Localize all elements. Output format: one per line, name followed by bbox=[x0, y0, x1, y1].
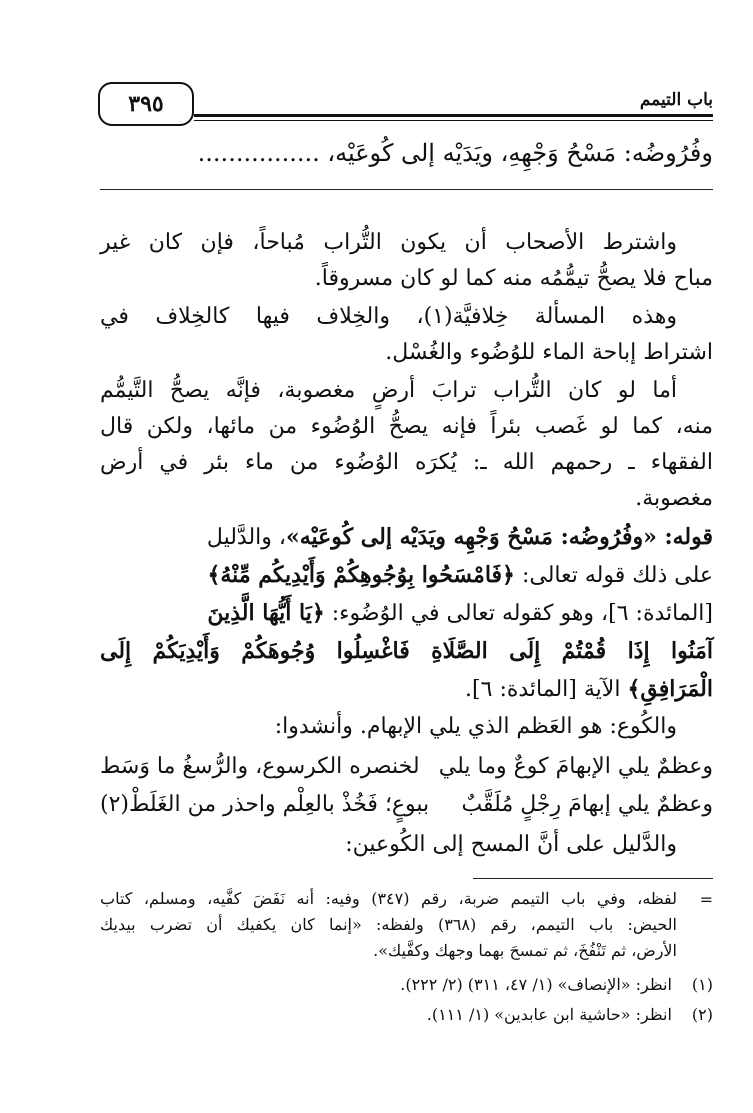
footnote-text: انظر: «حاشية ابن عابدين» (١/ ١١١). bbox=[426, 1005, 672, 1024]
poem-hemistich: وعظمٌ يلي الإبهامَ كوعٌ وما يلي bbox=[438, 754, 713, 779]
quran-verse: آمَنُوا إِذَا قُمْتُمْ إِلَى الصَّلَاةِ فَاغْسِلُوا وُجُوهَكُمْ وَأَيْدِيَكُمْ إِلَى bbox=[100, 638, 713, 664]
footnote-number: (٢) bbox=[691, 1005, 713, 1024]
page-header bbox=[98, 82, 713, 126]
paragraph-line bbox=[100, 558, 713, 593]
poem-hemistich: وعظمٌ يلي إبهامَ رِجْلٍ مُلَقَّبٌ bbox=[461, 792, 713, 817]
header-rule-thin bbox=[194, 120, 713, 121]
poem-hemistich: لخنصره الكرسوع، والرُّسغُ ما وَسَط bbox=[100, 754, 420, 779]
verse-intro: على ذلك قوله تعالى: bbox=[514, 563, 713, 588]
paragraph-line: واشترط الأصحاب أن يكون التُّراب مُباحاً، فإن كان غير bbox=[100, 230, 677, 255]
paragraph-line: أما لو كان التُّراب ترابَ أرضٍ مغصوبة، فإنَّه يصحُّ التَّيمُّم bbox=[100, 378, 677, 403]
paragraph-line: مباح فلا يصحُّ تيمُّمُه منه كما لو كان مسروقاً. bbox=[314, 266, 713, 291]
quran-verse: ﴿يَا أَيُّهَا الَّذِينَ bbox=[207, 600, 325, 626]
paragraph-line: اشتراط إباحة الماء للوُضُوء والغُسْل. bbox=[385, 340, 713, 365]
paragraph-line bbox=[100, 596, 713, 631]
quran-verse: ﴿فَامْسَحُوا بِوُجُوهِكُمْ وَأَيْدِيكُم مِّنْهُ﴾ bbox=[207, 562, 515, 588]
poem-hemistich: ببوعٍ؛ فَخُذْ بالعِلْم واحذر من الغَلَطْ(٢) bbox=[100, 792, 430, 817]
footnote-1 bbox=[100, 972, 713, 998]
footnote-line: الحيض: باب التيمم، رقم (٣٦٨) ولفظه: «إنما كان يكفيك أن تضرب بيديك bbox=[100, 915, 677, 934]
footnote-line: لفظه، وفي باب التيمم ضربة، رقم (٣٤٧) وفيه: أنه نَفَضَ كفَّيه، ومسلم، كتاب bbox=[100, 889, 677, 908]
footnote-number: (١) bbox=[691, 975, 713, 994]
chapter-title: باب التيمم bbox=[639, 90, 713, 110]
verse-citation: [المائدة: ٦]، وهو كقوله تعالى في الوُضُوء: bbox=[324, 601, 713, 626]
paragraph-line: منه، كما لو غَصب بئراً فإنه يصحُّ الوُضُوء من مائها، ولكن قال bbox=[100, 414, 713, 439]
footnote-continuation-marker: = bbox=[699, 890, 713, 909]
page-number: ٣٩٥ bbox=[98, 82, 194, 126]
matn-line: وفُرُوضُه: مَسْحُ وَجْهِهِ، ويَدَيْه إلى كُوعَيْه، ................ bbox=[197, 139, 713, 167]
quran-verse: الْمَرَافِقِ﴾ bbox=[627, 676, 713, 702]
commentary-rest: ، والدَّليل bbox=[206, 525, 286, 550]
matn-divider bbox=[100, 189, 713, 190]
footnote-separator bbox=[473, 878, 713, 879]
commentary-heading-line bbox=[100, 520, 713, 555]
footnote-line: الأرض، ثم تَنْفُخَ، ثم تمسحَ بهما وجهك وكفَّيك». bbox=[373, 941, 677, 960]
paragraph-line: والكُوع: هو العَظم الذي يلي الإبهام. وأنشدوا: bbox=[274, 714, 677, 739]
header-rule-thick bbox=[194, 114, 713, 117]
paragraph-line: الفقهاء ـ رحمهم الله ـ: يُكرَه الوُضُوء من ماء بئر في أرض bbox=[100, 450, 713, 475]
paragraph-line: وهذه المسألة خِلافيَّة(١)، والخِلاف فيها كالخِلاف في bbox=[100, 304, 677, 329]
paragraph-line: والدَّليل على أنَّ المسح إلى الكُوعين: bbox=[345, 832, 677, 857]
paragraph-line bbox=[100, 672, 713, 707]
footnote-2 bbox=[100, 1002, 713, 1028]
commentary-quote: قوله: «وفُرُوضُه: مَسْحُ وَجْهِه ويَدَيْه إلى كُوعَيْه» bbox=[286, 524, 713, 550]
paragraph-line: مغصوبة. bbox=[635, 486, 713, 511]
verse-citation: الآية [المائدة: ٦]. bbox=[465, 677, 628, 702]
footnote-text: انظر: «الإنصاف» (١/ ٤٧، ٣١١) (٢/ ٢٢٢). bbox=[400, 975, 672, 994]
